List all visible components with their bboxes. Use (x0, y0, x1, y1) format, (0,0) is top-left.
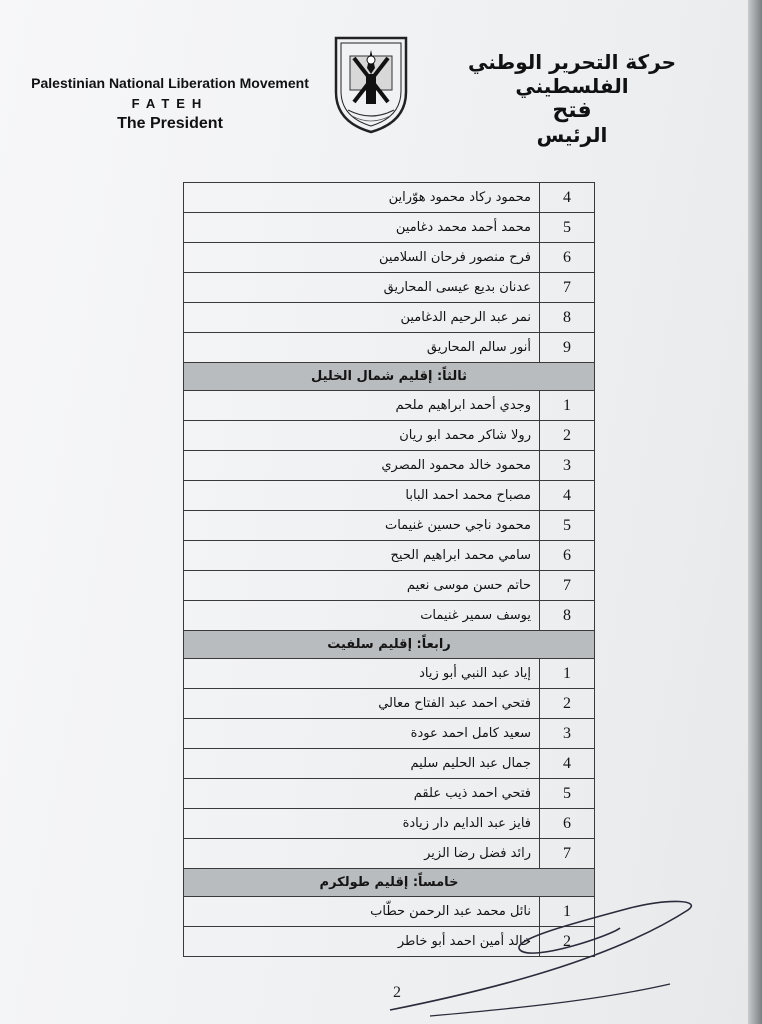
table-row (184, 303, 595, 333)
table-row (184, 273, 595, 303)
section-title: خامساً: إقليم طولكرم (184, 869, 595, 897)
person-name: رائد فضل رضا الزير (184, 839, 540, 869)
person-name: إياد عبد النبي أبو زياد (184, 659, 540, 689)
office-title-en: The President (117, 115, 223, 132)
row-number: 3 (540, 451, 595, 481)
table-row (184, 779, 595, 809)
org-name-ar: حركة التحرير الوطني الفلسطيني (467, 50, 677, 98)
row-number: 7 (540, 571, 595, 601)
row-number: 5 (540, 213, 595, 243)
table-row (184, 451, 595, 481)
person-name: أنور سالم المحاريق (184, 333, 540, 363)
row-number: 2 (540, 689, 595, 719)
row-number: 6 (540, 809, 595, 839)
table-row (184, 213, 595, 243)
table-row (184, 541, 595, 571)
row-number: 1 (540, 391, 595, 421)
person-name: يوسف سمير غنيمات (184, 601, 540, 631)
handwritten-signature (370, 880, 710, 1024)
person-name: فتحي احمد عبد الفتاح معالي (184, 689, 540, 719)
table-row (184, 809, 595, 839)
table-row (184, 659, 595, 689)
table-row (184, 839, 595, 869)
section-title: رابعاً: إقليم سلفيت (184, 631, 595, 659)
row-number: 7 (540, 273, 595, 303)
row-number: 1 (540, 897, 595, 927)
row-number: 2 (540, 421, 595, 451)
row-number: 3 (540, 719, 595, 749)
org-short-ar: فتح (552, 98, 592, 123)
table-row (184, 719, 595, 749)
page-number: 2 (393, 984, 401, 1001)
person-name: مصباح محمد احمد البابا (184, 481, 540, 511)
person-name: فرح منصور فرحان السلامين (184, 243, 540, 273)
row-number: 6 (540, 541, 595, 571)
section-header-row (184, 631, 595, 659)
row-number: 5 (540, 511, 595, 541)
person-name: عدنان بديع عيسى المحاريق (184, 273, 540, 303)
names-table (183, 182, 595, 957)
row-number: 4 (540, 183, 595, 213)
letterhead-english (20, 75, 320, 133)
letterhead-arabic (422, 50, 722, 147)
person-name: جمال عبد الحليم سليم (184, 749, 540, 779)
person-name: محمود خالد محمود المصري (184, 451, 540, 481)
person-name: رولا شاكر محمد ابو ريان (184, 421, 540, 451)
section-title: ثالثاً: إقليم شمال الخليل (184, 363, 595, 391)
row-number: 8 (540, 303, 595, 333)
person-name: نائل محمد عبد الرحمن حطّاب (184, 897, 540, 927)
row-number: 2 (540, 927, 595, 957)
table-row (184, 689, 595, 719)
person-name: خالد أمين احمد أبو خاطر (184, 927, 540, 957)
table-row (184, 481, 595, 511)
person-name: محمود ركاد محمود هوّراين (184, 183, 540, 213)
row-number: 4 (540, 749, 595, 779)
org-name-en: Palestinian National Liberation Movement (31, 75, 309, 91)
table-row (184, 391, 595, 421)
person-name: سامي محمد ابراهيم الحيح (184, 541, 540, 571)
row-number: 7 (540, 839, 595, 869)
person-name: حاتم حسن موسى نعيم (184, 571, 540, 601)
office-title-ar: الرئيس (536, 123, 608, 147)
person-name: محمد أحمد محمد دغامين (184, 213, 540, 243)
person-name: فايز عبد الدايم دار زيادة (184, 809, 540, 839)
org-short-en: FATEH (131, 96, 209, 111)
table-row (184, 571, 595, 601)
person-name: فتحي احمد ذيب علقم (184, 779, 540, 809)
table-row (184, 333, 595, 363)
table-row (184, 511, 595, 541)
row-number: 4 (540, 481, 595, 511)
table-row (184, 183, 595, 213)
person-name: محمود ناجي حسين غنيمات (184, 511, 540, 541)
table-row (184, 749, 595, 779)
row-number: 9 (540, 333, 595, 363)
section-header-row (184, 363, 595, 391)
table-row (184, 601, 595, 631)
fateh-emblem-icon (330, 30, 412, 136)
person-name: نمر عبد الرحيم الدغامين (184, 303, 540, 333)
person-name: سعيد كامل احمد عودة (184, 719, 540, 749)
row-number: 1 (540, 659, 595, 689)
page-edge-shadow (748, 0, 762, 1024)
table-row (184, 421, 595, 451)
person-name: وجدي أحمد ابراهيم ملحم (184, 391, 540, 421)
table-row (184, 243, 595, 273)
row-number: 6 (540, 243, 595, 273)
row-number: 8 (540, 601, 595, 631)
row-number: 5 (540, 779, 595, 809)
